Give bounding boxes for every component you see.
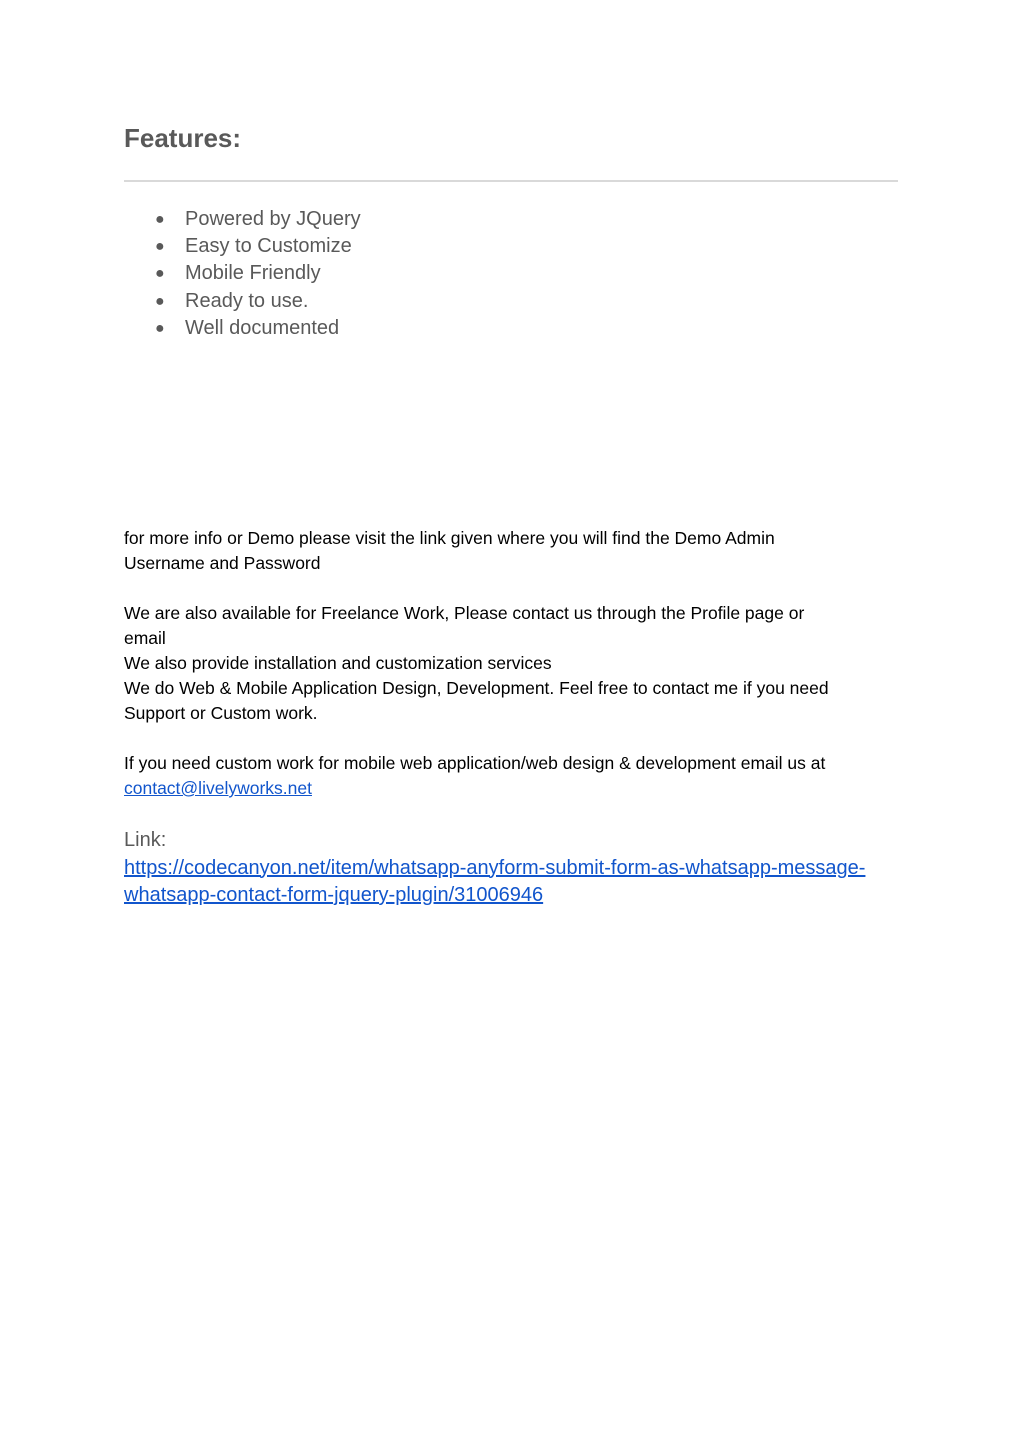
- list-item: [124, 206, 361, 233]
- contact-email-link[interactable]: contact@livelyworks.net: [124, 778, 312, 798]
- list-item: [124, 288, 361, 315]
- demo-info-paragraph: [124, 526, 904, 576]
- demo-info-line: Username and Password: [124, 553, 321, 573]
- product-url-link[interactable]: [124, 855, 904, 910]
- link-label: Link:: [124, 829, 167, 851]
- demo-info-line: for more info or Demo please visit the link given where you will find the Demo Admin: [124, 528, 775, 548]
- custom-work-paragraph: [124, 751, 904, 801]
- bullet-icon: ●: [155, 292, 165, 310]
- bullet-icon: ●: [155, 319, 165, 337]
- feature-label: Ready to use.: [185, 289, 309, 312]
- bullet-icon: ●: [155, 238, 165, 256]
- product-url-line[interactable]: https://codecanyon.net/item/whatsapp-anyform-submit-form-as-whatsapp-message-: [124, 856, 866, 879]
- feature-label: Mobile Friendly: [185, 262, 321, 285]
- freelance-paragraph: [124, 601, 904, 726]
- design-line: We do Web & Mobile Application Design, Development. Feel free to contact me if you need: [124, 678, 829, 698]
- bullet-icon: ●: [155, 265, 165, 283]
- services-line: We also provide installation and customization services: [124, 653, 552, 673]
- list-item: [124, 260, 361, 287]
- list-item: [124, 315, 361, 342]
- bullet-icon: ●: [155, 211, 165, 228]
- horizontal-divider: [124, 180, 898, 182]
- custom-work-line: If you need custom work for mobile web application/web design & development email us at: [124, 753, 826, 773]
- product-url-line[interactable]: whatsapp-contact-form-jquery-plugin/31006946: [124, 884, 544, 906]
- feature-label: Powered by JQuery: [185, 208, 361, 230]
- freelance-line: We are also available for Freelance Work, Please contact us through the Profile page or: [124, 603, 805, 623]
- features-list: [124, 206, 361, 342]
- design-line: Support or Custom work.: [124, 703, 318, 723]
- freelance-line: email: [124, 628, 166, 648]
- features-heading: Features:: [124, 123, 242, 153]
- product-link-block: [124, 827, 904, 910]
- feature-label: Well documented: [185, 316, 340, 339]
- list-item: [124, 233, 361, 260]
- feature-label: Easy to Customize: [185, 235, 352, 258]
